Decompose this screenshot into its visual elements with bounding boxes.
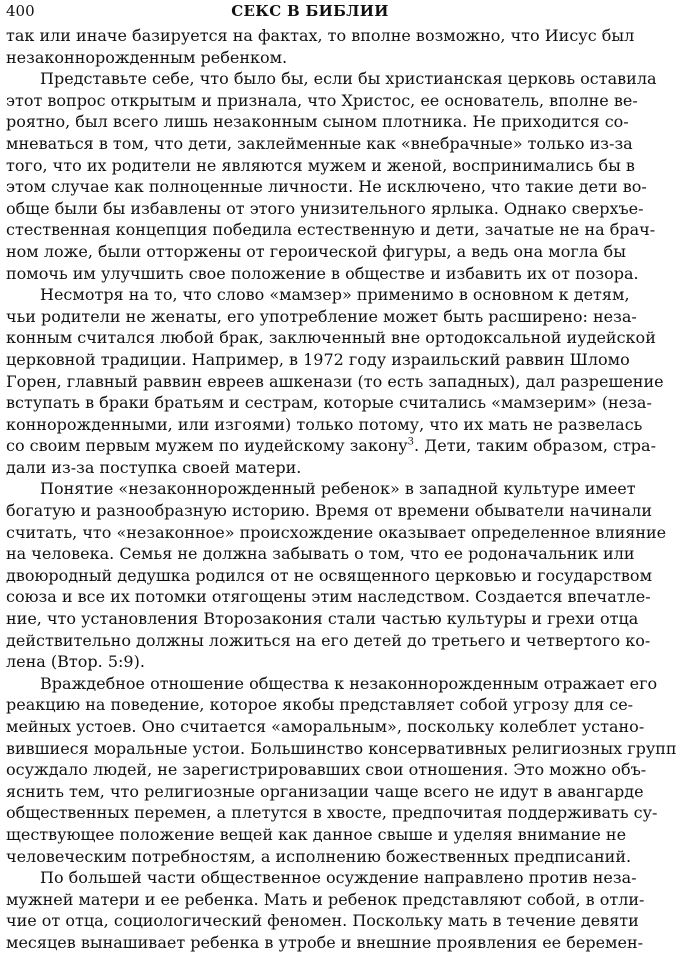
body-text <box>6 25 677 954</box>
text-line <box>6 802 658 824</box>
text-line <box>6 263 639 285</box>
text-line-content: человеческим потребностям, а исполнению божественных предписаний. <box>6 846 632 866</box>
text-line <box>6 198 644 220</box>
text-line-content: ние, что установления Второзакония стали частью культуры и грехи отца <box>6 609 639 629</box>
text-line <box>6 133 633 155</box>
text-line <box>6 241 626 263</box>
text-line <box>6 25 635 47</box>
text-line-content: дали из-за поступка своей матери. <box>6 457 302 477</box>
text-line-content: ществующее положение вещей как данное свыше и уделяя внимание не <box>6 824 627 844</box>
text-line-content: со своим первым мужем по иудейскому закону <box>6 436 408 456</box>
text-line <box>6 349 630 371</box>
text-line <box>6 932 644 954</box>
running-title: СЕКС В БИБЛИИ <box>231 2 389 20</box>
text-line <box>6 565 653 587</box>
text-line-content: двоюродный дедушка родился от не освященного церковью и государством <box>6 565 653 585</box>
text-line-content: месяцев вынашивает ребенка в утробе и внешние проявления ее беремен- <box>6 932 644 952</box>
text-line <box>6 738 677 760</box>
text-line-content: мейных устоев. Оно считается «аморальным», поскольку колеблет устано- <box>6 717 645 736</box>
page-header <box>6 1 614 23</box>
text-line-content: мневаться в том, что дети, заклейменные как «внебрачные» только из-за <box>6 133 633 153</box>
text-line <box>6 759 647 781</box>
footnote-marker: 3 <box>407 436 415 448</box>
text-line-content: церковной традиции. Например, в 1972 году израильский раввин Шломо <box>6 349 630 369</box>
text-line <box>6 371 664 393</box>
text-line <box>6 608 639 630</box>
text-line <box>6 47 614 69</box>
text-line-content: Горен, главный раввин евреев ашкенази (то есть западных), дал разрешение <box>6 371 664 391</box>
text-line-content: Несмотря на то, что слово «мамзер» применимо в основном к детям, <box>40 285 630 305</box>
text-line <box>6 219 656 241</box>
text-line <box>6 694 634 716</box>
text-line <box>6 824 627 846</box>
text-line <box>6 846 632 868</box>
text-line <box>6 651 614 673</box>
text-line-content: вившиеся моральные устои. Большинство консервативных религиозных групп <box>6 738 677 758</box>
text-line-content: вступать в браки братьям и сестрам, которые считались «мамзерим» (неза- <box>6 393 652 413</box>
text-line <box>6 90 638 112</box>
text-line-content: Понятие «незаконнорожденный ребенок» в западной культуре имеет <box>40 479 636 499</box>
text-line-content: По большей части общественное осуждение направлено против неза- <box>40 868 637 888</box>
text-line <box>6 478 636 500</box>
text-line-content: роятно, был всего лишь незаконным сыном плотника. Не приходится со- <box>6 112 629 132</box>
text-line-content: реакцию на поведение, которое якобы представляет собой угрозу для се- <box>6 695 634 715</box>
text-line-content: лена (Втор. 5:9). <box>6 652 145 672</box>
text-line <box>6 176 647 198</box>
text-line-content: мужней матери и ее ребенка. Мать и ребенок представляют собой, в отли- <box>6 889 645 909</box>
text-line-content: яснить тем, что религиозные организации чаще всего не идут в авангарде <box>6 781 644 801</box>
text-line-content: Представьте себе, что было бы, если бы христианская церковь оставила <box>40 69 657 89</box>
text-line <box>6 673 658 695</box>
text-line-content: помочь им улучшить свое положение в обществе и избавить их от позора. <box>6 263 639 283</box>
text-line-content: конным считался любой брак, заключенный вне ортодоксальной иудейской <box>6 328 656 348</box>
text-line <box>6 306 637 328</box>
text-line <box>6 284 630 306</box>
text-line <box>6 414 643 436</box>
text-line-content: чие от отца, социологический феномен. Поскольку мать в течение девяти <box>6 911 639 931</box>
text-line <box>6 500 652 522</box>
text-line <box>6 155 635 177</box>
text-line-content: незаконнорожденным ребенком. <box>6 47 288 67</box>
text-line-content: стественная концепция победила естественную и дети, зачатые не на брач- <box>6 220 656 240</box>
text-line <box>6 68 657 90</box>
text-line-content: этом случае как полноценные личности. Не исключено, что такие дети во- <box>6 177 647 197</box>
text-line-content: чьи родители не женаты, его употребление может быть расширено: неза- <box>6 306 637 326</box>
text-line <box>6 867 637 889</box>
text-line-content: обще были бы избавлены от этого унизительного ярлыка. Однако сверхъе- <box>6 198 644 218</box>
text-line <box>6 457 614 479</box>
text-line <box>6 586 651 608</box>
text-line-content: общественных перемен, а плетутся в хвосте, предпочитая поддерживать су- <box>6 803 658 823</box>
text-line <box>6 522 667 544</box>
text-line-content: осуждало людей, не зарегистрировавших свои отношения. Это можно объ- <box>6 760 647 780</box>
page-number: 400 <box>6 2 35 20</box>
text-line-content: действительно должны ложиться на его детей до третьего и четвертого ко- <box>6 630 651 650</box>
text-line <box>6 327 656 349</box>
text-line-content: того, что их родители не являются мужем и женой, воспринимались бы в <box>6 155 635 175</box>
text-line-content: так или иначе базируется на фактах, то вполне возможно, что Иисус был <box>6 26 635 45</box>
text-line-content: коннорожденными, или изгоями) только потому, что их мать не развелась <box>6 414 643 434</box>
text-line <box>6 111 629 133</box>
text-line-content: союза и все их потомки отягощены этим наследством. Создается впечатле- <box>6 587 651 607</box>
text-line-content: считать, что «незаконное» происхождение оказывает определенное влияние <box>6 522 667 542</box>
text-line-content: этот вопрос открытым и признала, что Христос, ее основатель, вполне ве- <box>6 90 638 110</box>
text-line <box>6 781 644 803</box>
text-line-content: Враждебное отношение общества к незаконнорожденным отражает его <box>40 673 658 693</box>
text-line <box>6 716 645 738</box>
text-line-tail: . Дети, таким образом, стра- <box>414 436 656 456</box>
text-line <box>6 543 635 565</box>
text-line <box>6 392 652 414</box>
text-line-content: на человека. Семья не должна забывать о том, что ее родоначальник или <box>6 544 635 564</box>
text-line <box>6 630 651 652</box>
text-line <box>6 435 656 457</box>
text-line <box>6 910 639 932</box>
text-line-content: богатую и разнообразную историю. Время от времени обыватели начинали <box>6 501 652 521</box>
text-line <box>6 889 645 911</box>
text-line-content: ном ложе, были отторжены от героической фигуры, а ведь она могла бы <box>6 241 626 261</box>
